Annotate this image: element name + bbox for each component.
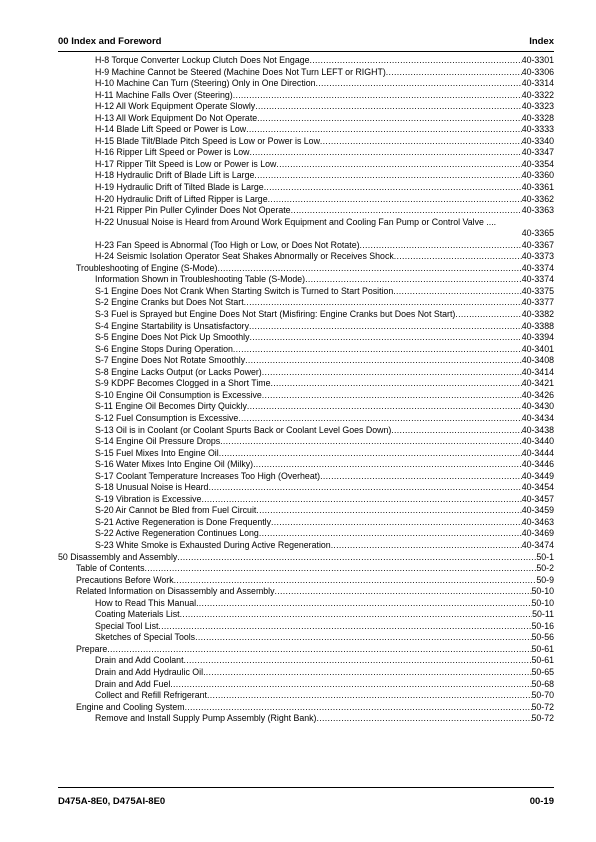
toc-entry-title: S-3 Fuel is Sprayed but Engine Does Not Start (Misfiring: Engine Cranks but Does Not Start)	[95, 309, 456, 320]
toc-entry-page: 40-3444	[521, 447, 554, 458]
toc-dot-leader	[253, 459, 522, 471]
header-section-title: 00 Index and Foreword	[58, 36, 162, 47]
toc-entry[interactable]	[58, 274, 554, 286]
toc-entry[interactable]	[58, 78, 554, 90]
toc-entry-title: S-21 Active Regeneration is Done Frequently	[95, 516, 272, 527]
toc-entry-title: S-8 Engine Lacks Output (or Lacks Power)	[95, 366, 262, 377]
toc-entry-title: Collect and Refill Refrigerant	[95, 690, 207, 701]
toc-entry[interactable]	[58, 655, 554, 667]
toc-entry-title: H-23 Fan Speed is Abnormal (Too High or Low, or Does Not Rotate)	[95, 239, 360, 250]
toc-entry-page: 50-1	[536, 551, 554, 562]
toc-entry-page: 40-3375	[521, 285, 554, 296]
toc-entry-title: Prepare	[76, 643, 108, 654]
toc-dot-leader	[256, 505, 521, 517]
toc-entry-title: H-13 All Work Equipment Do Not Operate	[95, 112, 258, 123]
toc-entry[interactable]	[58, 471, 554, 483]
toc-entry-title: S-2 Engine Cranks but Does Not Start	[95, 297, 244, 308]
toc-entry[interactable]	[58, 644, 554, 656]
toc-entry-page: 50-11	[532, 609, 554, 620]
toc-dot-leader	[393, 286, 521, 298]
toc-entry[interactable]	[58, 332, 554, 344]
toc-dot-leader	[219, 448, 522, 460]
toc-entry[interactable]	[58, 240, 554, 252]
toc-dot-leader	[247, 401, 522, 413]
toc-dot-leader	[238, 413, 521, 425]
toc-entry[interactable]	[58, 321, 554, 333]
toc-entry-page: 40-3360	[521, 170, 554, 181]
toc-dot-leader	[249, 321, 522, 333]
toc-entry-page: 40-3446	[521, 459, 554, 470]
toc-entry[interactable]	[58, 713, 554, 725]
toc-entry-page: 40-3322	[521, 89, 554, 100]
toc-entry-title: H-11 Machine Falls Over (Steering)	[95, 89, 233, 100]
toc-dot-leader	[316, 78, 522, 90]
toc-entry-page: 50-56	[531, 632, 554, 643]
toc-entry-title: S-20 Air Cannot be Bled from Fuel Circuit	[95, 505, 257, 516]
header-index-label: Index	[529, 36, 554, 47]
toc-entry[interactable]	[58, 563, 554, 575]
toc-entry-title: S-12 Fuel Consumption is Excessive	[95, 412, 239, 423]
toc-entry[interactable]	[58, 528, 554, 540]
toc-entry-title: S-22 Active Regeneration Continues Long	[95, 528, 259, 539]
page-footer	[58, 796, 554, 810]
toc-entry-page: 40-3340	[521, 135, 554, 146]
toc-entry-page: 40-3374	[521, 274, 554, 285]
toc-entry-title: H-9 Machine Cannot be Steered (Machine Does Not Turn LEFT or RIGHT)	[95, 66, 386, 77]
toc-entry[interactable]	[58, 609, 554, 621]
toc-entry[interactable]	[58, 147, 554, 159]
toc-entry-title: Engine and Cooling System	[76, 701, 185, 712]
toc-entry-page: 50-61	[531, 643, 554, 654]
toc-entry[interactable]	[58, 286, 554, 298]
toc-entry[interactable]	[58, 621, 554, 633]
toc-dot-leader	[107, 644, 531, 656]
toc-entry-page: 40-3374	[521, 262, 554, 273]
toc-dot-leader	[244, 297, 522, 309]
toc-entry[interactable]	[58, 367, 554, 379]
page-header	[58, 36, 554, 50]
toc-dot-leader	[291, 205, 522, 217]
toc-dot-leader	[320, 136, 522, 148]
toc-entry-page: 40-3382	[521, 309, 554, 320]
toc-dot-leader	[185, 702, 532, 714]
toc-dot-leader	[394, 251, 522, 263]
toc-entry[interactable]	[58, 355, 554, 367]
toc-entry-page: 40-3354	[521, 158, 554, 169]
toc-entry-page: 50-16	[531, 620, 554, 631]
toc-entry[interactable]	[58, 217, 554, 240]
toc-entry[interactable]	[58, 552, 554, 564]
toc-entry-page: 40-3430	[521, 401, 554, 412]
toc-entry[interactable]	[58, 540, 554, 552]
toc-dot-leader	[203, 667, 531, 679]
toc-entry-page: 40-3434	[521, 412, 554, 423]
toc-entry-title: S-1 Engine Does Not Crank When Starting Switch is Turned to Start Position	[95, 285, 394, 296]
toc-entry-title: Information Shown in Troubleshooting Table (S-Mode)	[95, 274, 306, 285]
toc-dot-leader	[180, 609, 533, 621]
toc-entry-title: 50 Disassembly and Assembly	[58, 551, 178, 562]
toc-dot-leader	[217, 263, 521, 275]
toc-entry-title: H-8 Torque Converter Lockup Clutch Does Not Engage	[95, 55, 310, 65]
toc-entry[interactable]	[58, 251, 554, 263]
toc-entry-title: H-20 Hydraulic Drift of Lifted Ripper is Large	[95, 193, 268, 204]
toc-entry-page: 40-3373	[521, 251, 554, 262]
toc-entry-title: H-14 Blade Lift Speed or Power is Low	[95, 124, 247, 135]
toc-entry-page: 40-3426	[521, 389, 554, 400]
toc-entry-title: S-18 Unusual Noise is Heard	[95, 482, 209, 493]
toc-entry-title: H-15 Blade Tilt/Blade Pitch Speed is Low or Power is Low	[95, 135, 320, 146]
toc-entry[interactable]	[58, 378, 554, 390]
toc-entry-title: H-17 Ripper Tilt Speed is Low or Power is Low	[95, 158, 277, 169]
toc-entry-page: 40-3333	[521, 124, 554, 135]
toc-entry[interactable]	[58, 401, 554, 413]
toc-dot-leader	[262, 367, 522, 379]
toc-dot-leader	[275, 586, 532, 598]
toc-dot-leader	[174, 575, 537, 587]
toc-dot-leader	[455, 309, 521, 321]
toc-entry[interactable]	[58, 55, 554, 67]
toc-entry[interactable]	[58, 194, 554, 206]
toc-entry-page: 50-72	[531, 713, 554, 724]
toc-dot-leader	[386, 67, 522, 79]
toc-entry-page: 40-3463	[521, 516, 554, 527]
toc-entry-page: 40-3314	[521, 78, 554, 89]
toc-dot-leader	[195, 632, 531, 644]
toc-dot-leader	[320, 471, 522, 483]
toc-entry-page: 50-70	[531, 690, 554, 701]
toc-dot-leader	[259, 528, 522, 540]
toc-entry-title: S-15 Fuel Mixes Into Engine Oil	[95, 447, 219, 458]
toc-entry[interactable]	[58, 679, 554, 691]
toc-dot-leader	[271, 517, 522, 529]
toc-entry-title: S-17 Coolant Temperature Increases Too High (Overheat)	[95, 470, 321, 481]
toc-entry-page: 40-3377	[521, 297, 554, 308]
toc-entry[interactable]	[58, 159, 554, 171]
toc-entry[interactable]	[58, 575, 554, 587]
toc-entry[interactable]	[58, 517, 554, 529]
toc-entry-title: Drain and Add Coolant	[95, 655, 184, 666]
toc-entry-title: S-10 Engine Oil Consumption is Excessive	[95, 389, 262, 400]
toc-entry[interactable]	[58, 182, 554, 194]
toc-entry[interactable]	[58, 124, 554, 136]
toc-dot-leader	[233, 90, 522, 102]
toc-entry-title: Sketches of Special Tools	[95, 632, 196, 643]
toc-entry-title: Drain and Add Fuel	[95, 678, 171, 689]
toc-dot-leader	[184, 655, 532, 667]
toc-entry-title: S-13 Oil is in Coolant (or Coolant Spurts Back or Coolant Level Goes Down)	[95, 424, 392, 435]
toc-entry-title: H-12 All Work Equipment Operate Slowly	[95, 101, 256, 112]
toc-dot-leader	[391, 425, 521, 437]
toc-entry-page: 40-3347	[521, 147, 554, 158]
toc-entry-page: 50-9	[536, 574, 554, 585]
toc-entry-title: H-16 Ripper Lift Speed or Power is Low	[95, 147, 250, 158]
toc-dot-leader	[262, 390, 522, 402]
toc-entry[interactable]	[58, 90, 554, 102]
toc-entry-title: S-19 Vibration is Excessive	[95, 493, 202, 504]
toc-dot-leader	[257, 113, 522, 125]
toc-entry-page: 40-3328	[521, 112, 554, 123]
toc-entry-title: Table of Contents	[76, 563, 145, 574]
toc-dot-leader	[201, 494, 521, 506]
toc-entry[interactable]	[58, 425, 554, 437]
toc-entry[interactable]	[58, 205, 554, 217]
toc-entry[interactable]	[58, 702, 554, 714]
toc-entry-title: S-14 Engine Oil Pressure Drops	[95, 436, 221, 447]
toc-entry-title: S-23 White Smoke is Exhausted During Active Regeneration	[95, 539, 331, 550]
toc-entry[interactable]	[58, 505, 554, 517]
footer-model-number: D475A-8E0, D475AI-8E0	[58, 796, 166, 807]
toc-dot-leader	[268, 194, 522, 206]
toc-entry-page: 40-3323	[521, 101, 554, 112]
toc-entry-title: Troubleshooting of Engine (S-Mode)	[76, 262, 218, 273]
toc-entry-page: 50-72	[531, 701, 554, 712]
toc-entry-page: 40-3363	[521, 205, 554, 216]
toc-dot-leader	[170, 679, 531, 691]
toc-entry[interactable]	[58, 136, 554, 148]
toc-entry-page: 40-3388	[521, 320, 554, 331]
toc-entry-page: 50-65	[531, 666, 554, 677]
toc-entry-page: 40-3459	[521, 505, 554, 516]
toc-entry-title: Remove and Install Supply Pump Assembly (Right Bank)	[95, 713, 317, 724]
toc-entry-title: S-7 Engine Does Not Rotate Smoothly	[95, 355, 246, 366]
toc-entry[interactable]	[58, 494, 554, 506]
toc-entry-page: 40-3474	[521, 539, 554, 550]
toc-dot-leader	[331, 540, 522, 552]
toc-dot-leader	[177, 552, 536, 564]
toc-entry-title: How to Read This Manual	[95, 597, 197, 608]
toc-entry-page: 50-61	[531, 655, 554, 666]
toc-entry[interactable]	[58, 482, 554, 494]
toc-entry-title: S-5 Engine Does Not Pick Up Smoothly	[95, 332, 250, 343]
footer-rule	[58, 787, 554, 788]
toc-entry-title: Special Tool List	[95, 620, 159, 631]
toc-entry-title: S-9 KDPF Becomes Clogged in a Short Time	[95, 378, 271, 389]
toc-entry-page: 40-3367	[521, 239, 554, 250]
toc-entry-page: 40-3362	[521, 193, 554, 204]
toc-entry-title: S-4 Engine Startability is Unsatisfactory	[95, 320, 250, 331]
toc-dot-leader	[208, 482, 521, 494]
table-of-contents	[58, 55, 554, 725]
toc-entry-title: H-24 Seismic Isolation Operator Seat Shakes Abnormally or Receives Shock	[95, 251, 394, 262]
toc-entry[interactable]	[58, 170, 554, 182]
toc-dot-leader	[196, 598, 531, 610]
toc-dot-leader	[305, 274, 522, 286]
toc-entry[interactable]	[58, 459, 554, 471]
toc-entry[interactable]	[58, 113, 554, 125]
toc-dot-leader	[246, 124, 522, 136]
toc-dot-leader	[264, 182, 522, 194]
toc-entry-title: H-18 Hydraulic Drift of Blade Lift is Large	[95, 170, 255, 181]
toc-entry-page: 40-3394	[521, 332, 554, 343]
toc-entry-title: H-21 Ripper Pin Puller Cylinder Does Not Operate	[95, 205, 291, 216]
toc-entry-title: Drain and Add Hydraulic Oil	[95, 666, 204, 677]
toc-dot-leader	[220, 436, 522, 448]
toc-entry[interactable]	[58, 448, 554, 460]
toc-entry-page: 40-3414	[521, 366, 554, 377]
toc-dot-leader	[250, 332, 522, 344]
toc-dot-leader	[310, 55, 522, 67]
toc-entry-page: 40-3361	[521, 182, 554, 193]
toc-entry[interactable]	[58, 632, 554, 644]
toc-dot-leader	[271, 378, 522, 390]
toc-dot-leader	[360, 240, 522, 252]
toc-entry-title: H-22 Unusual Noise is Heard from Around Work Equipment and Cooling Fan Pump or Control Valve ....	[95, 216, 497, 227]
toc-entry-page: 40-3401	[521, 343, 554, 354]
toc-entry-page: 40-3454	[521, 482, 554, 493]
toc-entry[interactable]	[58, 667, 554, 679]
toc-dot-leader	[276, 159, 521, 171]
toc-entry-page: 40-3408	[521, 355, 554, 366]
toc-dot-leader	[254, 170, 521, 182]
toc-entry[interactable]	[58, 436, 554, 448]
toc-entry-title: Related Information on Disassembly and Assembly	[76, 586, 275, 597]
toc-dot-leader	[233, 344, 522, 356]
toc-entry-page: 50-2	[536, 563, 554, 574]
toc-entry-page: 40-3457	[521, 493, 554, 504]
toc-entry-page: 50-10	[531, 597, 554, 608]
toc-entry-page: 50-10	[531, 586, 554, 597]
toc-dot-leader	[144, 563, 536, 575]
toc-entry-page: 40-3421	[521, 378, 554, 389]
toc-dot-leader	[158, 621, 531, 633]
toc-entry-page: 40-3438	[521, 424, 554, 435]
header-rule	[58, 51, 554, 52]
toc-entry[interactable]	[58, 413, 554, 425]
toc-dot-leader	[207, 690, 532, 702]
toc-entry[interactable]	[58, 390, 554, 402]
toc-entry[interactable]	[58, 67, 554, 79]
toc-entry-page: 40-3440	[521, 436, 554, 447]
toc-entry-title: H-10 Machine Can Turn (Steering) Only in One Direction	[95, 78, 316, 89]
toc-dot-leader	[255, 101, 521, 113]
toc-entry-title: S-11 Engine Oil Becomes Dirty Quickly	[95, 401, 247, 412]
toc-dot-leader	[250, 147, 522, 159]
toc-entry-title: S-6 Engine Stops During Operation	[95, 343, 233, 354]
toc-entry-page: 50-68	[531, 678, 554, 689]
footer-page-number: 00-19	[529, 796, 554, 807]
toc-entry-title: H-19 Hydraulic Drift of Tilted Blade is Large	[95, 182, 264, 193]
toc-entry-page: 40-3301	[521, 55, 554, 65]
toc-entry-title: Coating Materials List	[95, 609, 180, 620]
toc-dot-leader	[317, 713, 532, 725]
toc-entry-title: Precautions Before Work	[76, 574, 174, 585]
toc-entry[interactable]	[58, 101, 554, 113]
toc-entry[interactable]	[58, 598, 554, 610]
toc-entry[interactable]	[58, 263, 554, 275]
toc-entry-page: 40-3449	[521, 470, 554, 481]
toc-entry-page: 40-3306	[521, 66, 554, 77]
toc-entry[interactable]	[58, 586, 554, 598]
toc-entry[interactable]	[58, 344, 554, 356]
toc-entry-page: 40-3365	[521, 228, 554, 239]
toc-entry-page: 40-3469	[521, 528, 554, 539]
toc-entry-title: S-16 Water Mixes Into Engine Oil (Milky)	[95, 459, 254, 470]
toc-entry[interactable]	[58, 309, 554, 321]
toc-dot-leader	[245, 355, 522, 367]
toc-entry[interactable]	[58, 690, 554, 702]
toc-entry[interactable]	[58, 297, 554, 309]
